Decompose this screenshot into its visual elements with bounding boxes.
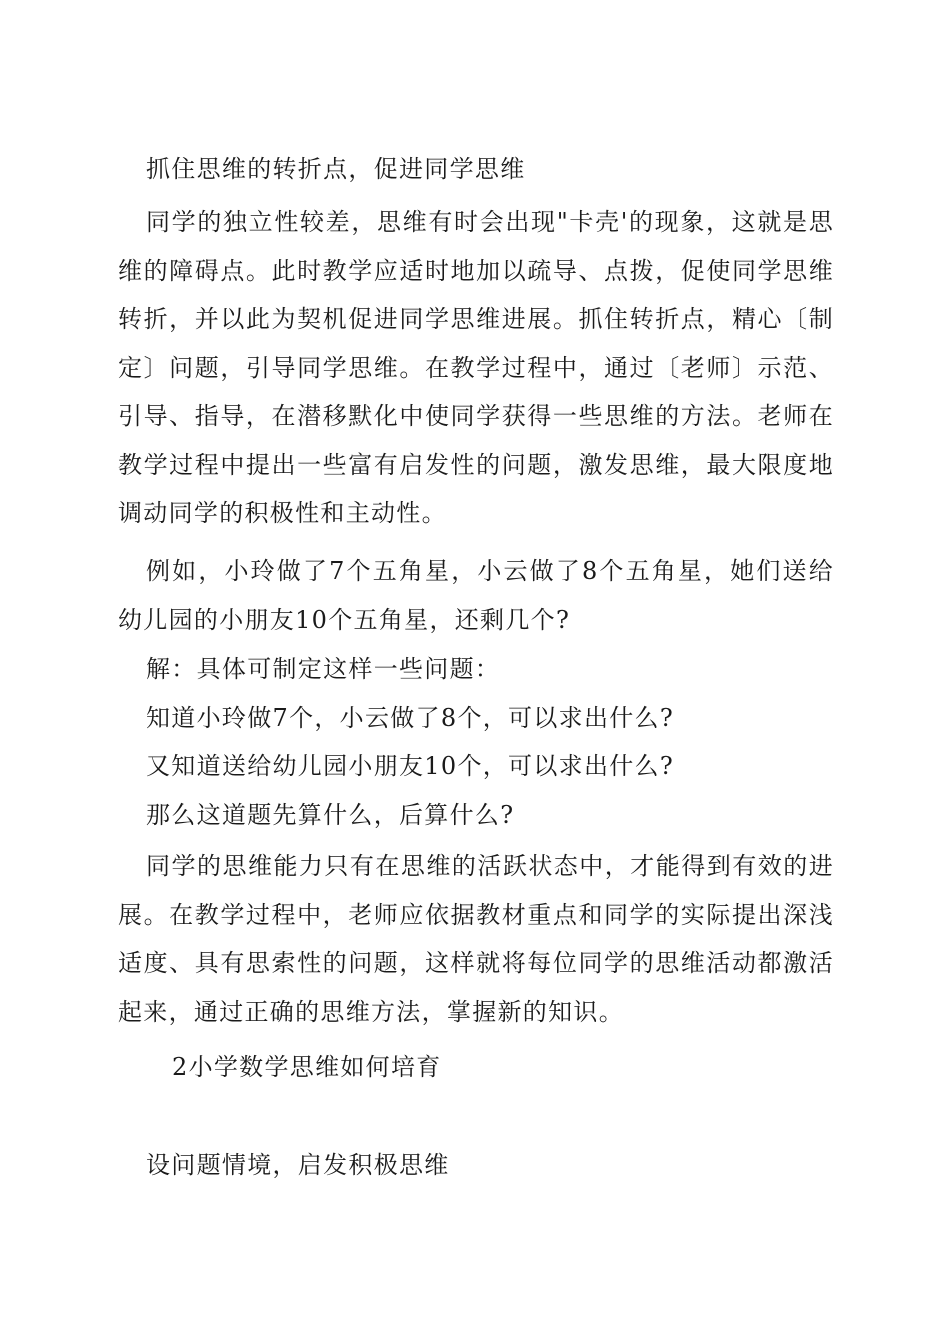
section-heading: 抓住思维的转折点，促进同学思维 <box>146 155 526 183</box>
solution-intro: 解：具体可制定这样一些问题： <box>146 655 501 683</box>
body-paragraph: 同学的独立性较差，思维有时会出现"卡壳'的现象，这就是思维的障碍点。此时教学应适时地加以疏导、点拨，促使同学思维转折，并以此为契机促进同学思维进展。抓住转折点，精心〔制定〕问题，引导同学思维。在教学过程中，通过〔老师〕示范、引导、指导，在潜移默化中使同学获得一些思维的方法。老师在教学过程中提出一些富有启发性的问题，激发思维，最大限度地调动同学的积极性和主动性。 <box>118 208 834 527</box>
guiding-question: 又知道送给幼儿园小朋友10个，可以求出什么? <box>146 752 675 780</box>
guiding-question: 知道小玲做7个，小云做了8个，可以求出什么? <box>146 704 675 732</box>
section-heading: 设问题情境，启发积极思维 <box>146 1151 450 1179</box>
example-paragraph: 例如，小玲做了7个五角星，小云做了8个五角星，她们送给幼儿园的小朋友10个五角星，还剩几个? <box>118 557 834 634</box>
guiding-question: 那么这道题先算什么，后算什么? <box>146 801 515 829</box>
section-title: 2小学数学思维如何培育 <box>172 1053 442 1081</box>
body-paragraph: 同学的思维能力只有在思维的活跃状态中，才能得到有效的进展。在教学过程中，老师应依据教材重点和同学的实际提出深浅适度、具有思索性的问题，这样就将每位同学的思维活动都激活起来，通过正确的思维方法，掌握新的知识。 <box>118 852 834 1026</box>
